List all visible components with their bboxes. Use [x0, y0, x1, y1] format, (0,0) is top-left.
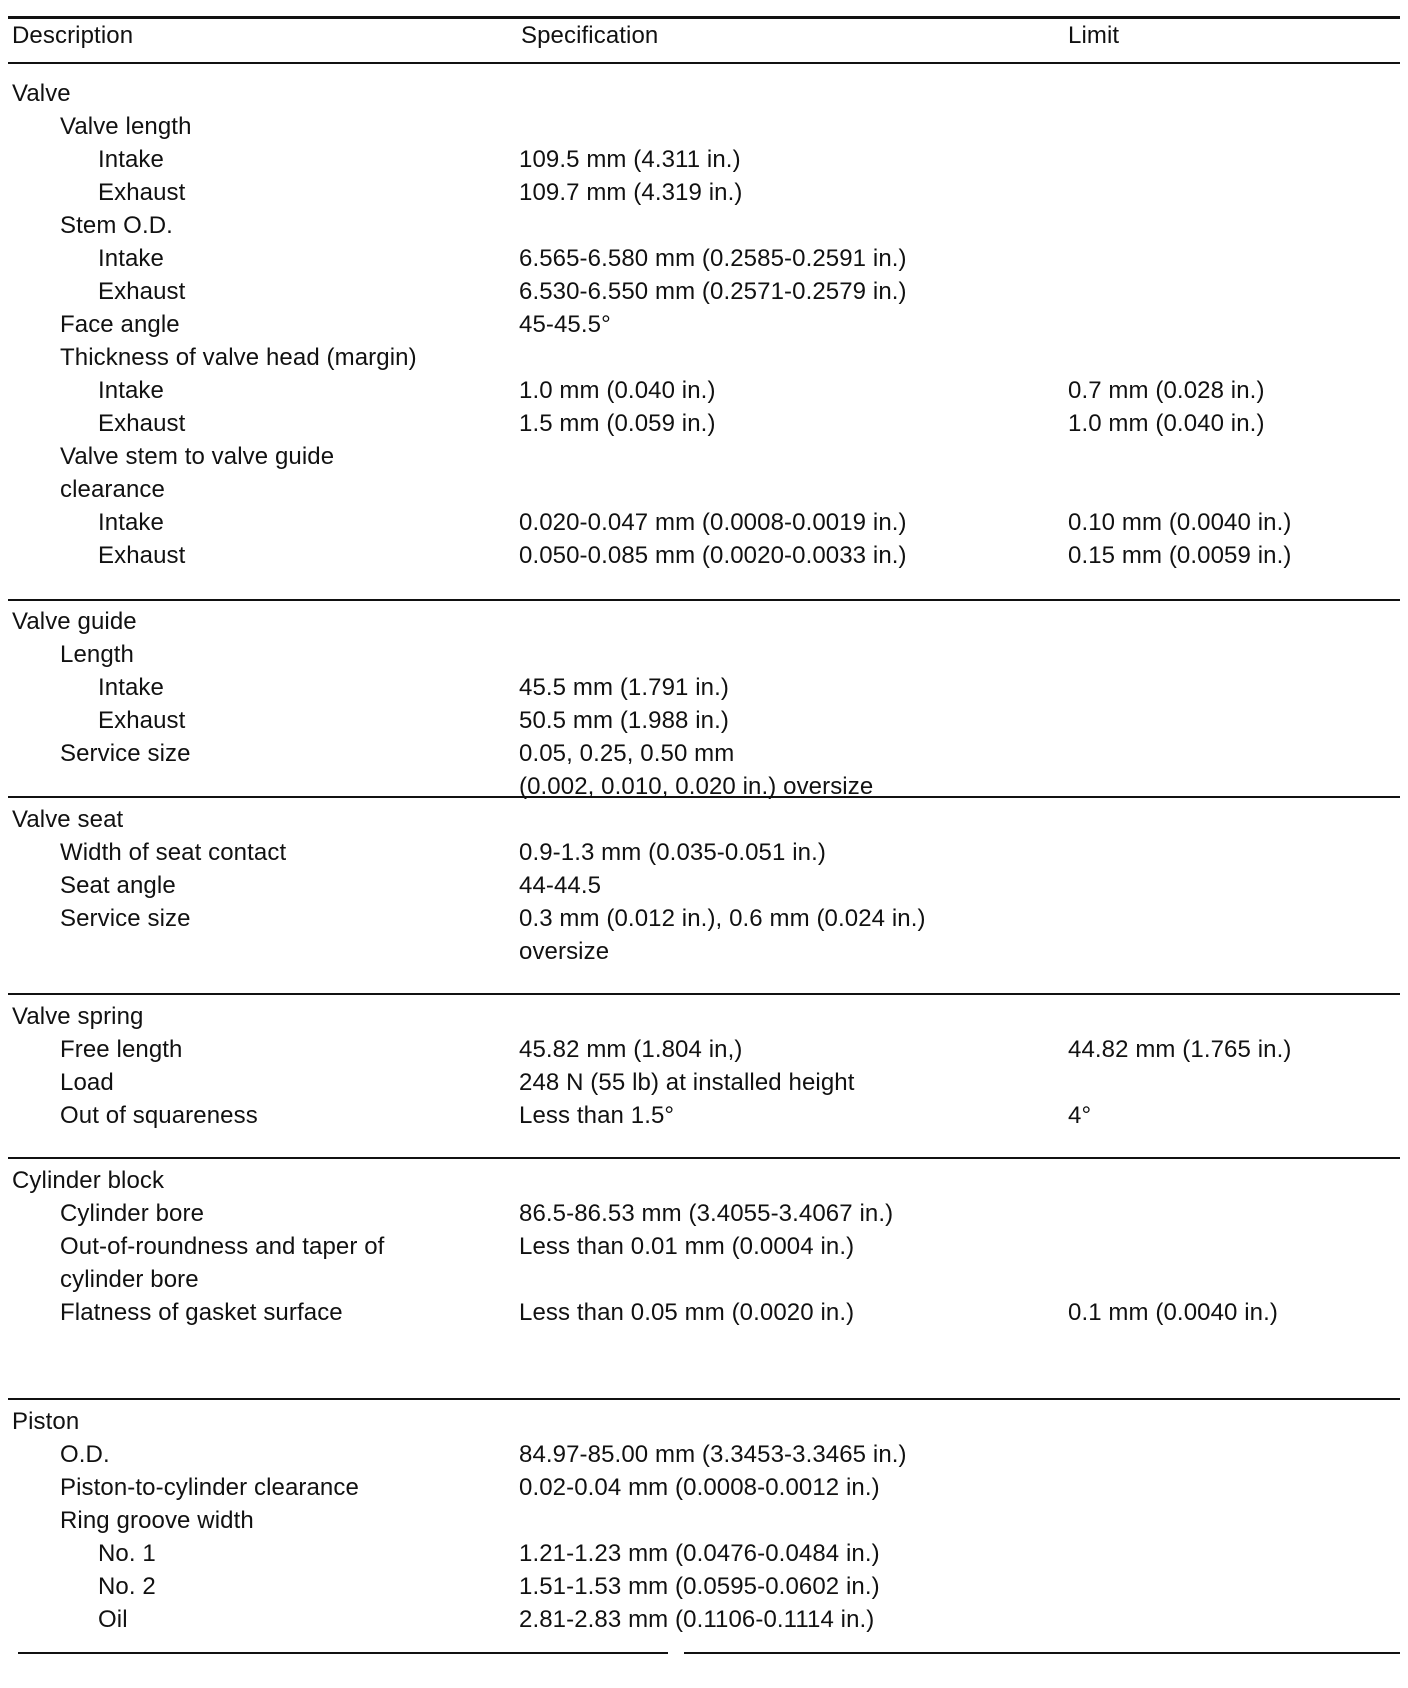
- row-label: Intake: [98, 377, 164, 404]
- row-specification: 0.3 mm (0.012 in.), 0.6 mm (0.024 in.): [519, 905, 926, 932]
- row-label: Cylinder bore: [60, 1200, 205, 1227]
- row-specification: 45.82 mm (1.804 in,): [519, 1036, 743, 1063]
- row-label: Intake: [98, 674, 164, 701]
- row-label: Face angle: [60, 311, 180, 338]
- row-label: Exhaust: [98, 278, 186, 305]
- row-label: clearance: [60, 476, 165, 503]
- row-label: Exhaust: [98, 410, 186, 437]
- section-divider: [8, 1398, 1400, 1400]
- section-title: Piston: [12, 1408, 80, 1435]
- row-label: cylinder bore: [60, 1266, 199, 1293]
- row-specification: 0.02-0.04 mm (0.0008-0.0012 in.): [519, 1474, 880, 1501]
- row-label: Service size: [60, 740, 191, 767]
- row-label: Length: [60, 641, 135, 668]
- row-specification: 0.9-1.3 mm (0.035-0.051 in.): [519, 839, 826, 866]
- row-label: Intake: [98, 146, 164, 173]
- row-specification: 6.565-6.580 mm (0.2585-0.2591 in.): [519, 245, 907, 272]
- row-label: O.D.: [60, 1441, 110, 1468]
- row-specification: 50.5 mm (1.988 in.): [519, 707, 729, 734]
- section-title: Valve spring: [12, 1003, 144, 1030]
- row-label: Service size: [60, 905, 191, 932]
- row-limit: 0.1 mm (0.0040 in.): [1068, 1299, 1278, 1326]
- row-label: Thickness of valve head (margin): [60, 344, 417, 371]
- row-label: Valve stem to valve guide: [60, 443, 335, 470]
- row-label: Load: [60, 1069, 114, 1096]
- row-label: Out-of-roundness and taper of: [60, 1233, 385, 1260]
- row-specification: Less than 0.05 mm (0.0020 in.): [519, 1299, 855, 1326]
- row-limit: 0.10 mm (0.0040 in.): [1068, 509, 1292, 536]
- row-label: Intake: [98, 509, 164, 536]
- section-divider: [8, 599, 1400, 601]
- row-limit: 44.82 mm (1.765 in.): [1068, 1036, 1292, 1063]
- row-specification: 45-45.5°: [519, 311, 611, 338]
- row-limit: 0.7 mm (0.028 in.): [1068, 377, 1265, 404]
- row-label: No. 2: [98, 1573, 156, 1600]
- bottom-rule-right: [684, 1652, 1400, 1654]
- row-specification: 109.7 mm (4.319 in.): [519, 179, 743, 206]
- row-limit: 1.0 mm (0.040 in.): [1068, 410, 1265, 437]
- row-label: Ring groove width: [60, 1507, 254, 1534]
- row-specification: (0.002, 0.010, 0.020 in.) oversize: [519, 773, 874, 800]
- row-label: Out of squareness: [60, 1102, 258, 1129]
- row-label: Seat angle: [60, 872, 176, 899]
- section-title: Valve: [12, 80, 71, 107]
- header-rule: [8, 62, 1400, 64]
- row-specification: 84.97-85.00 mm (3.3453-3.3465 in.): [519, 1441, 907, 1468]
- row-label: Intake: [98, 245, 164, 272]
- header-description: Description: [12, 22, 134, 49]
- row-specification: 109.5 mm (4.311 in.): [519, 146, 741, 173]
- row-label: Oil: [98, 1606, 128, 1633]
- row-specification: 0.020-0.047 mm (0.0008-0.0019 in.): [519, 509, 907, 536]
- row-specification: 0.05, 0.25, 0.50 mm: [519, 740, 735, 767]
- header-limit: Limit: [1068, 22, 1120, 49]
- row-specification: 1.51-1.53 mm (0.0595-0.0602 in.): [519, 1573, 880, 1600]
- row-label: Free length: [60, 1036, 183, 1063]
- row-limit: 4°: [1068, 1102, 1092, 1129]
- bottom-rule-left: [18, 1652, 668, 1654]
- row-specification: Less than 0.01 mm (0.0004 in.): [519, 1233, 855, 1260]
- row-label: Flatness of gasket surface: [60, 1299, 343, 1326]
- row-specification: Less than 1.5°: [519, 1102, 675, 1129]
- row-specification: 2.81-2.83 mm (0.1106-0.1114 in.): [519, 1606, 875, 1633]
- row-label: Piston-to-cylinder clearance: [60, 1474, 359, 1501]
- row-specification: 45.5 mm (1.791 in.): [519, 674, 729, 701]
- row-specification: 1.0 mm (0.040 in.): [519, 377, 716, 404]
- header-specification: Specification: [521, 22, 659, 49]
- row-limit: 0.15 mm (0.0059 in.): [1068, 542, 1292, 569]
- row-label: Stem O.D.: [60, 212, 173, 239]
- row-specification: 248 N (55 lb) at installed height: [519, 1069, 855, 1096]
- section-title: Cylinder block: [12, 1167, 165, 1194]
- top-rule: [8, 16, 1400, 19]
- section-title: Valve guide: [12, 608, 137, 635]
- row-label: Valve length: [60, 113, 192, 140]
- section-title: Valve seat: [12, 806, 124, 833]
- row-specification: 44-44.5: [519, 872, 602, 899]
- row-label: Exhaust: [98, 542, 186, 569]
- row-label: Width of seat contact: [60, 839, 287, 866]
- section-divider: [8, 993, 1400, 995]
- row-label: Exhaust: [98, 707, 186, 734]
- row-label: No. 1: [98, 1540, 156, 1567]
- section-divider: [8, 1157, 1400, 1159]
- row-specification: 1.21-1.23 mm (0.0476-0.0484 in.): [519, 1540, 880, 1567]
- row-specification: 6.530-6.550 mm (0.2571-0.2579 in.): [519, 278, 907, 305]
- row-label: Exhaust: [98, 179, 186, 206]
- row-specification: 86.5-86.53 mm (3.4055-3.4067 in.): [519, 1200, 894, 1227]
- row-specification: 1.5 mm (0.059 in.): [519, 410, 716, 437]
- row-specification: oversize: [519, 938, 610, 965]
- row-specification: 0.050-0.085 mm (0.0020-0.0033 in.): [519, 542, 907, 569]
